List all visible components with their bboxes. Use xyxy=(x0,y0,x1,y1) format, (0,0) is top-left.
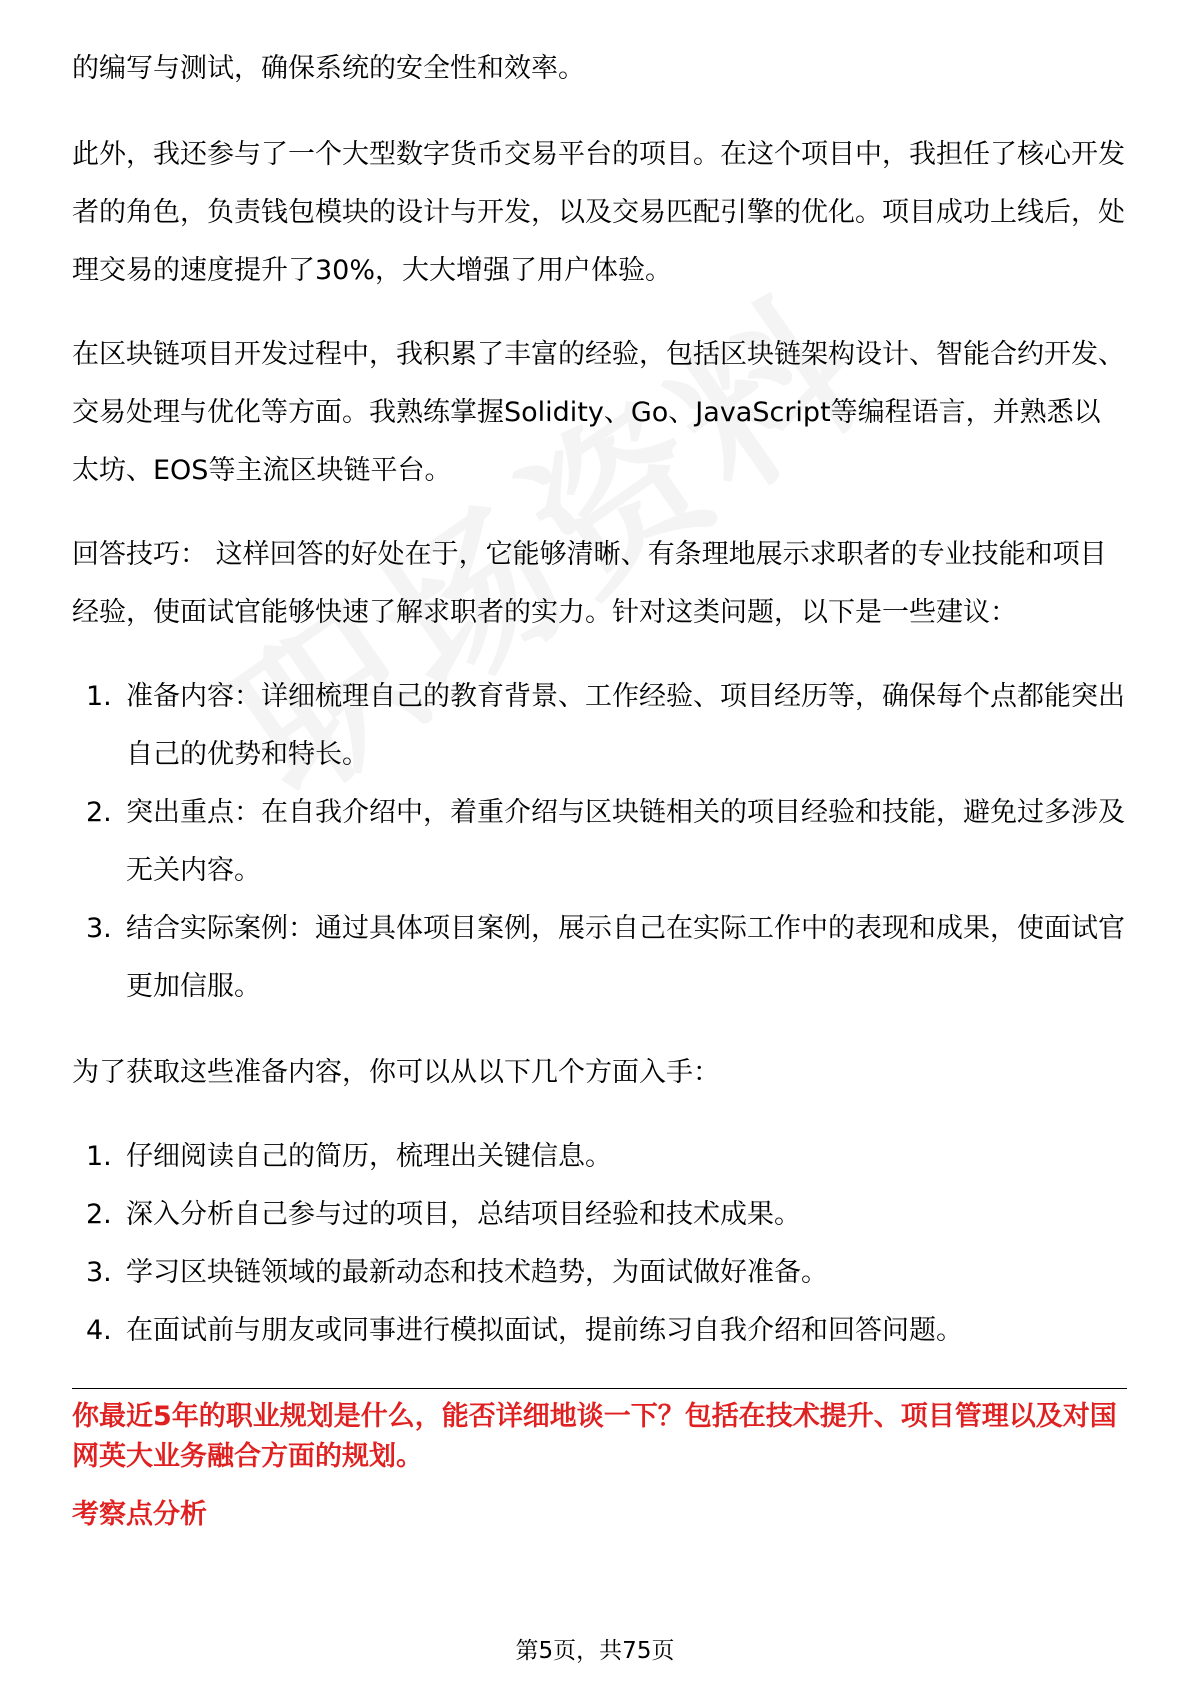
list-item-text: 准备内容：详细梳理自己的教育背景、工作经验、项目经历等，确保每个点都能突出自己的优势和特长。 xyxy=(126,681,1125,770)
list-item-text: 仔细阅读自己的简历，梳理出关键信息。 xyxy=(126,1141,612,1172)
list-item xyxy=(72,668,1127,784)
list-item xyxy=(72,1128,1127,1186)
list-item-text: 学习区块链领域的最新动态和技术趋势，为面试做好准备。 xyxy=(126,1257,828,1288)
page-content xyxy=(72,40,1127,1535)
list-item xyxy=(72,1244,1127,1302)
suggestions-list xyxy=(72,668,1127,1016)
paragraph-continuation: 的编写与测试，确保系统的安全性和效率。 xyxy=(72,53,585,84)
list-number: 1. xyxy=(86,1141,112,1172)
list-item-text: 突出重点：在自我介绍中，着重介绍与区块链相关的项目经验和技能，避免过多涉及无关内容。 xyxy=(126,797,1125,886)
list-item-text: 结合实际案例：通过具体项目案例，展示自己在实际工作中的表现和成果，使面试官更加信服。 xyxy=(126,913,1125,1002)
list-number: 4. xyxy=(86,1315,112,1346)
paragraph-answer-tips: 回答技巧： 这样回答的好处在于，它能够清晰、有条理地展示求职者的专业技能和项目经验，使面试官能够快速了解求职者的实力。针对这类问题，以下是一些建议： xyxy=(72,539,1107,628)
list-number: 3. xyxy=(86,913,112,944)
section-title: 考察点分析 xyxy=(72,1499,207,1530)
list-number: 2. xyxy=(86,797,112,828)
list-number: 3. xyxy=(86,1257,112,1288)
prep-steps-list xyxy=(72,1128,1127,1360)
list-item xyxy=(72,900,1127,1016)
list-number: 2. xyxy=(86,1199,112,1230)
list-item xyxy=(72,784,1127,900)
section-divider xyxy=(72,1388,1127,1389)
page-number: 第5页，共75页 xyxy=(515,1638,675,1664)
interview-question: 你最近5年的职业规划是什么，能否详细地谈一下？包括在技术提升、项目管理以及对国网英大业务融合方面的规划。 xyxy=(72,1401,1117,1472)
list-item xyxy=(72,1302,1127,1360)
list-item-text: 深入分析自己参与过的项目，总结项目经验和技术成果。 xyxy=(126,1199,801,1230)
list-item-text: 在面试前与朋友或同事进行模拟面试，提前练习自我介绍和回答问题。 xyxy=(126,1315,963,1346)
list-item xyxy=(72,1186,1127,1244)
paragraph-skills: 在区块链项目开发过程中，我积累了丰富的经验，包括区块链架构设计、智能合约开发、交易处理与优化等方面。我熟练掌握Solidity、Go、JavaScript等编程语言，并熟悉以太坊、EOS等主流区块链平台。 xyxy=(72,339,1125,486)
list-number: 1. xyxy=(86,681,112,712)
paragraph-project-experience: 此外，我还参与了一个大型数字货币交易平台的项目。在这个项目中，我担任了核心开发者的角色，负责钱包模块的设计与开发，以及交易匹配引擎的优化。项目成功上线后，处理交易的速度提升了30%，大大增强了用户体验。 xyxy=(72,139,1125,286)
paragraph-prep-intro: 为了获取这些准备内容，你可以从以下几个方面入手： xyxy=(72,1057,720,1088)
